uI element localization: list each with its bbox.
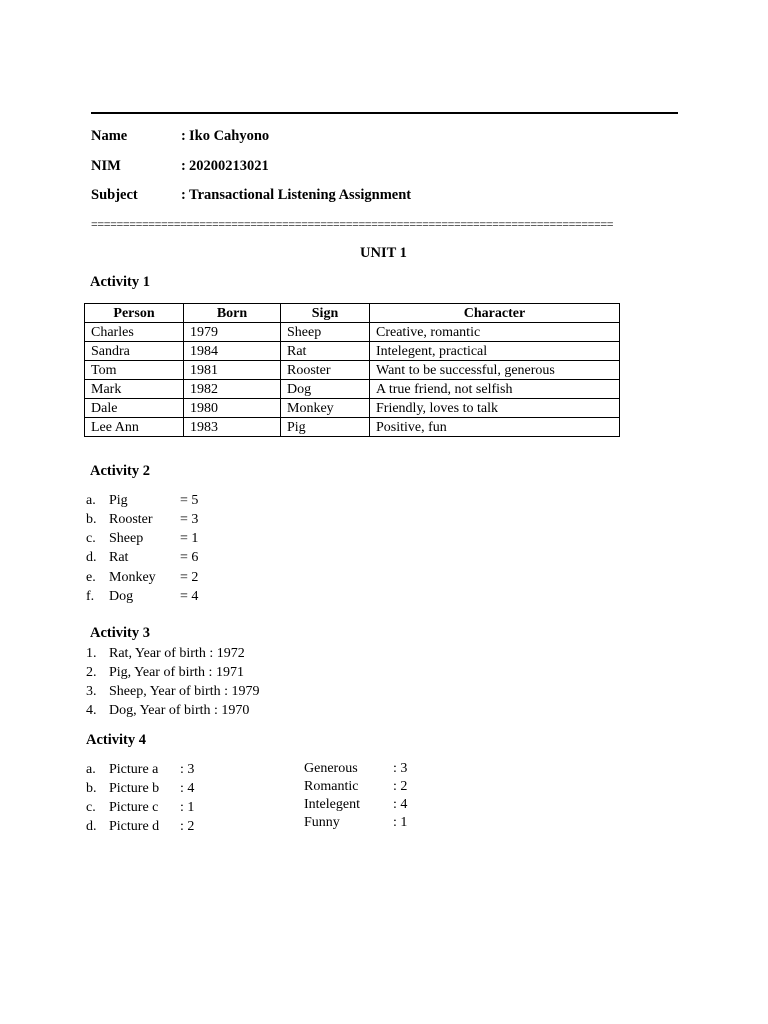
answer-value: : 3 [180,762,195,777]
character-cell: A true friend, not selfish [370,380,620,399]
trait-label: Funny [304,815,340,830]
separator-line: ================================================================================== [91,218,614,230]
list-item [86,701,386,720]
list-item [86,760,286,779]
subject-colon: : [181,187,186,203]
activity1-table [84,303,620,437]
list-item [86,644,386,663]
trait-label: Intelegent [304,797,360,812]
list-marker: a. [86,493,96,508]
table-row [85,380,620,399]
list-marker: c. [86,800,96,815]
list-marker: c. [86,531,96,546]
character-cell: Friendly, loves to talk [370,399,620,418]
answer-value: : 1 [180,800,195,815]
list-item [304,777,504,796]
list-item [86,568,286,587]
activity4-title: Activity 4 [86,732,146,748]
person-cell: Lee Ann [85,418,184,437]
column-header-person: Person [85,304,184,323]
nim-colon: : [181,158,186,174]
subject-row [91,186,591,204]
character-cell: Creative, romantic [370,323,620,342]
answer-value: = 6 [180,550,199,565]
answer-value: : 3 [393,761,408,776]
list-marker: b. [86,781,97,796]
list-item [86,779,286,798]
activity1-title: Activity 1 [90,274,150,290]
top-rule [91,112,678,114]
list-marker: 2. [86,665,97,680]
name-colon: : [181,128,186,144]
list-item [304,813,504,832]
table-row [85,361,620,380]
answer-value: : 4 [180,781,195,796]
list-text: Rat, Year of birth : 1972 [109,646,245,661]
answer-value: = 4 [180,589,199,604]
list-text: Dog, Year of birth : 1970 [109,703,250,718]
list-item [86,798,286,817]
unit-title: UNIT 1 [360,245,407,261]
person-cell: Dale [85,399,184,418]
list-item [86,587,286,606]
person-cell: Mark [85,380,184,399]
subject-value: Transactional Listening Assignment [189,187,412,203]
born-cell: 1979 [184,323,281,342]
character-cell: Want to be successful, generous [370,361,620,380]
column-header-character: Character [370,304,620,323]
list-text: Pig, Year of birth : 1971 [109,665,244,680]
answer-value: : 2 [180,819,195,834]
table-row [85,418,620,437]
answer-value: = 2 [180,570,199,585]
list-marker: e. [86,570,96,585]
list-item [86,817,286,836]
picture-label: Picture c [109,800,159,815]
animal-name: Dog [109,589,134,604]
sign-cell: Rat [281,342,370,361]
list-item [304,759,504,778]
answer-value: = 3 [180,512,199,527]
list-marker: a. [86,762,96,777]
born-cell: 1982 [184,380,281,399]
nim-row [91,157,491,175]
list-text: Sheep, Year of birth : 1979 [109,684,260,699]
answer-value: : 1 [393,815,408,830]
person-cell: Tom [85,361,184,380]
list-marker: d. [86,550,97,565]
trait-label: Romantic [304,779,359,794]
list-marker: 4. [86,703,97,718]
answer-value: : 2 [393,779,408,794]
picture-label: Picture a [109,762,159,777]
activity3-title: Activity 3 [90,625,150,641]
list-item [86,548,286,567]
animal-name: Rat [109,550,129,565]
sign-cell: Dog [281,380,370,399]
activity2-title: Activity 2 [90,463,150,479]
list-marker: 3. [86,684,97,699]
animal-name: Rooster [109,512,153,527]
list-marker: f. [86,589,95,604]
list-marker: d. [86,819,97,834]
nim-value: 20200213021 [189,158,269,174]
list-item [86,682,386,701]
list-marker: 1. [86,646,97,661]
name-label: Name [91,128,128,144]
person-cell: Charles [85,323,184,342]
list-item [86,510,286,529]
animal-name: Pig [109,493,128,508]
table-row [85,323,620,342]
name-row [91,127,491,145]
list-item [86,491,286,510]
table-row [85,399,620,418]
trait-label: Generous [304,761,358,776]
list-marker: b. [86,512,97,527]
answer-value: = 5 [180,493,199,508]
born-cell: 1980 [184,399,281,418]
born-cell: 1981 [184,361,281,380]
character-cell: Intelegent, practical [370,342,620,361]
list-item [86,529,286,548]
born-cell: 1983 [184,418,281,437]
sign-cell: Rooster [281,361,370,380]
born-cell: 1984 [184,342,281,361]
column-header-sign: Sign [281,304,370,323]
animal-name: Monkey [109,570,156,585]
picture-label: Picture d [109,819,160,834]
sign-cell: Sheep [281,323,370,342]
answer-value: : 4 [393,797,408,812]
animal-name: Sheep [109,531,144,546]
character-cell: Positive, fun [370,418,620,437]
picture-label: Picture b [109,781,160,796]
nim-label: NIM [91,158,121,174]
name-value: Iko Cahyono [189,128,270,144]
person-cell: Sandra [85,342,184,361]
column-header-born: Born [184,304,281,323]
table-header-row [85,304,620,323]
sign-cell: Pig [281,418,370,437]
sign-cell: Monkey [281,399,370,418]
subject-label: Subject [91,187,138,203]
list-item [304,795,504,814]
table-row [85,342,620,361]
list-item [86,663,386,682]
answer-value: = 1 [180,531,199,546]
